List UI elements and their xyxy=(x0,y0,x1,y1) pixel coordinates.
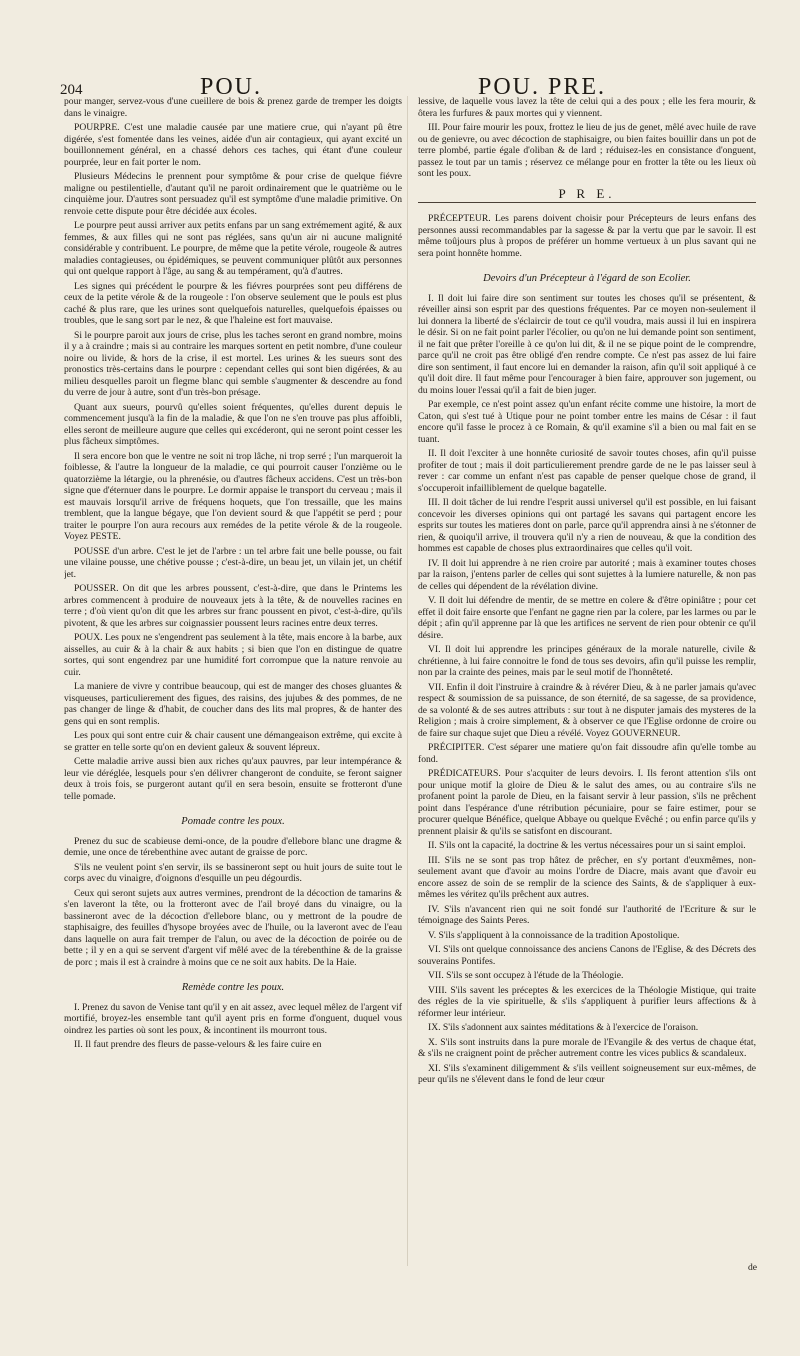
paragraph: Ceux qui seront sujets aux autres vermines, prendront de la décoction de tamarins & s'en laveront la tête, ou la frotteront avec de l'ail broyé dans du vinaigre, ou la bassineront avec de la décoction d'ellebore blanc, ou y mettront de la poudre de staphisaigre, des feuilles d'hysope broyées avec de l'huile, ou la laveront avec de l'eau dans laquelle on aura fait tremper de l'alun, ou avec de la décoction de poirée ou de bette ; il y en a qui se servent d'argent vif mêlé avec de la térebenthine & de la graisse de porc ; mais il est à craindre à moins que ce ne soit aux habits. De la Haie. xyxy=(64,887,402,968)
paragraph: VIII. S'ils savent les préceptes & les exercices de la Théologie Mistique, qui traite des régles de la vie spirituelle, & s'ils s'appliquent à purifier leurs affections & à réformer leur intérieur. xyxy=(418,984,756,1019)
paragraph: PRÉCIPITER. C'est séparer une matiere qu'on fait dissoudre afin qu'elle tombe au fond. xyxy=(418,742,756,765)
left-column xyxy=(64,96,402,1268)
paragraph: I. Prenez du savon de Venise tant qu'il y en ait assez, avec lequel mêlez de l'argent vif mortifié, broyez-les ensemble tant qu'il ayent pris en forme d'onguent, duquel vous oindrez les parties où sont les poux, & incontinent ils mourront tous. xyxy=(64,1001,402,1036)
paragraph: IV. Il doit lui apprendre à ne rien croire par autorité ; mais à examiner toutes choses par la raison, j'entens parler de celles qui sont sujettes à la lumiere naturelle, & non pas de celles qui dépendent de la révélation divine. xyxy=(418,557,756,592)
right-column xyxy=(418,96,756,1268)
column-gutter xyxy=(407,96,408,1266)
paragraph: Par exemple, ce n'est point assez qu'un enfant récite comme une histoire, la mort de Caton, qui s'est tué à Utique pour ne point tomber entre les mains de César : il faut encore qu'il fasse le procez à ce Romain, & qu'il examine s'il a bien ou mal fait en se tuant. xyxy=(418,399,756,445)
paragraph: lessive, de laquelle vous lavez la tête de celui qui a des poux ; elle les fera mourir, & ôtera les furfures & paux mortes qui y viennent. xyxy=(418,96,756,119)
paragraph: Plusieurs Médecins le prennent pour symptôme & pour crise de quelque fiévre maligne ou pestilentielle, d'autant qu'il ne paroit ordinairement que le quatrième ou le cinquième jour. D'autres sont persuadez qu'il est symptôme d'une maladie primitive. On renvoie cette dispute pour être décidée aux écoles. xyxy=(64,171,402,217)
paragraph: V. Il doit lui défendre de mentir, de se mettre en colere & d'être opiniâtre ; pour cet effet il doit faire ensorte que l'enfant ne gagne rien par la colere, par les larmes ou par le dépit ; afin qu'il apprenne par là que les artifices ne servent de rien pour obtenir ce qu'il désire. xyxy=(418,595,756,641)
paragraph: VI. Il doit lui apprendre les principes généraux de la morale naturelle, civile & chrétienne, à lui faire connoitre le fond de tous ses devoirs, afin qu'il puisse les remplir, non par la crainte des peines, mais par le seul motif de l'honnêteté. xyxy=(418,644,756,678)
paragraph: IX. S'ils s'adonnent aux saintes méditations & à l'exercice de l'oraison. xyxy=(428,1022,699,1033)
paragraph: II. Il doit l'exciter à une honnête curiosité de savoir toutes choses, afin qu'il puisse profiter de tout ; mais il doit particulierement prendre garde de ne le pas laisser seul à rever : car comme un enfant n'est pas capable de penser quelque chose de grand, il s'occuperoit infailliblement de quelque bagatelle. xyxy=(418,448,756,494)
page-number: 204 xyxy=(60,82,83,98)
paragraph: La maniere de vivre y contribue beaucoup, qui est de manger des choses gluantes & visqueuses, particulierement des figues, des raisins, des jujubes & des pommes, de ne pas changer de linge & d'habit, de coucher dans des lits mal propres, & de hanter des gens qui en sont remplis. xyxy=(64,681,402,727)
paragraph: Si le pourpre paroit aux jours de crise, plus les taches seront en grand nombre, moins il y a à craindre ; mais si au contraire les marques sortent en petit nombre, d'une couleur noire ou livide, & hors de la crise, il est mortel. Les urines & les sueurs sont des pronostics très-certains dans le pourpre : cependant celles qui sont bien digérées, & au milieu desquelles paroit un flegme blanc qui semble s'augmenter & descendre au fond du verre de jour à autre, sont d'un très-bon présage. xyxy=(64,329,402,398)
paragraph: Le pourpre peut aussi arriver aux petits enfans par un sang extrémement agité, & aux femmes, & aux filles qui ne sont pas réglées, sans qu'un air ni aucune malignité considérable y contribuent. Le pourpre, de même que la petite vérole, rougeole & autres maladies contagieuses, ou épidémiques, se peuvent communiquer plûtôt aux personnes qui ont quelque rapport à l'âge, au sang & au tempérament, qu'à d'autres. xyxy=(64,220,402,277)
paragraph: III. Pour faire mourir les poux, frottez le lieu de jus de genet, mêlé avec huile de rave ou de genievre, ou avec décoction de staphisaigre, ou bien faites bouillir dans un pot de terre plombé, partie égale d'oliban & de lard ; réduisez-les en consistance d'onguent, passez le tout par un tamis ; réservez ce mélange pour en frotter la tête ou les lieux où sont les poux. xyxy=(418,122,756,179)
section-heading: Remède contre les poux. xyxy=(181,982,285,993)
paragraph: pour manger, servez-vous d'une cueillere de bois & prenez garde de tremper les doigts dans le vinaigre. xyxy=(64,96,402,119)
paragraph: III. S'ils ne se sont pas trop hâtez de prêcher, en s'y portant d'euxmêmes, non-seulement avant que d'avoir au moins l'ordre de Diacre, mais avant que d'avoir eu encore assez de soin de se remplir de la science des Saints, & de s'appliquer à eux-mêmes les véritez qu'ils prêchent aux autres. xyxy=(418,854,756,900)
paragraph: VI. S'ils ont quelque connoissance des anciens Canons de l'Eglise, & des Décrets des souverains Pontifes. xyxy=(418,944,756,967)
paragraph: III. Il doit tâcher de lui rendre l'esprit aussi universel qu'il est possible, en lui faisant concevoir les diverses opinions qui ont partagé les savans qui partagent encore les esprits sur toutes les matieres dont on parle, parce qu'il apprendra ainsi à ne s'étonner de rien, & quoiqu'il arrive, il trouvera qu'il n'y a rien de nouveau, & que la condition des hommes est capable de choses plus extraordinaires que celles qu'il voit. xyxy=(418,497,756,554)
paragraph: PRÉCEPTEUR. Les parens doivent choisir pour Précepteurs de leurs enfans des personnes aussi recommandables par la sagesse & par la vertu que par le savoir. Il est même toûjours plus à propos de préférer un homme vertueux à un plus savant qui ne sera point honnête homme. xyxy=(418,213,756,259)
paragraph: X. S'ils sont instruits dans la pure morale de l'Evangile & des vertus de chaque état, & s'ils ne craignent point de prêcher autrement contre les vices publics & scandaleux. xyxy=(418,1036,756,1059)
section-heading: Devoirs d'un Précepteur à l'égard de son Ecolier. xyxy=(483,273,691,284)
right-running-title: POU. PRE. xyxy=(478,74,607,100)
paragraph: VII. S'ils se sont occupez à l'étude de la Théologie. xyxy=(428,970,624,981)
paragraph: POUSSE d'un arbre. C'est le jet de l'arbre : un tel arbre fait une belle pousse, ou fait une vilaine pousse, une chétive pousse ; c'est-à-dire, un beau jet, un vilain jet, un chétif jet. xyxy=(64,545,402,580)
paragraph: S'ils ne veulent point s'en servir, ils se bassineront sept ou huit jours de suite tout le corps avec du vinaigre, d'oignons d'esquille un peu dégourdis. xyxy=(64,861,402,884)
section-heading: P R E. xyxy=(418,188,756,204)
paragraph: VII. Enfin il doit l'instruire à craindre & à révérer Dieu, & à ne parler jamais qu'avec respect & soumission de sa puissance, de son éternité, de sa sagesse, de sa providence, de sa volonté & de ses autres attributs : sur tout à ne disputer jamais des mysteres de la Religion ; mais à croire simplement, & à observer ce que l'Eglise ordonne de croire ou de faire sur chaque sujet que Dieu a révélé. Voyez GOUVERNEUR. xyxy=(418,681,756,739)
paragraph: PRÉDICATEURS. Pour s'acquiter de leurs devoirs. I. Ils feront attention s'ils ont pour unique motif la gloire de Dieu & le salut des ames, ou au contraire s'ils ne profanent point la parole de Dieu, en la faisant servir à leur passion, s'ils ne prêchent point dans l'espérance d'une rétribution pécuniaire, pour se faire estimer, pour se procurer quelque Bénéfice, quelque Abbaye ou quelque Evêché ; ou enfin parce qu'ils y prennent plaisir & qu'ils se satisfont en discourant. xyxy=(418,768,756,837)
paragraph: I. Il doit lui faire dire son sentiment sur toutes les choses qu'il se présentent, & réveiller ainsi son esprit par des questions fréquentes. Par ce moyen non-seulement il lui donnera la liberté de s'éclaircir de tout ce qu'il voudra, mais aussi il lui en inspirera le désir. Si on ne fait point parler l'écolier, ou qu'on ne lui demande point son sentiment, il ne fait que prêter l'oreille à ce qu'on lui dit, & il ne se pique point de le comprendre, parce qu'il ne croit pas être obligé d'en rendre compte. Ce n'est pas assez de lui faire dire son sentiment, il faut encore lui en demander la raison, afin qu'il soit appliqué à ce qu'il doit dire. Il faut même pour l'encourager à bien faire, approuver son jugement, ou du moins louer l'essai qu'il a fait de bien juger. xyxy=(418,292,756,396)
paragraph: POUX. Les poux ne s'engendrent pas seulement à la tête, mais encore à la barbe, aux aisselles, au cuir & à la chair & aux habits ; si bien que l'on en distingue de quatre sortes, qui sont engendrez par une humidité fort corrompue que la nature renvoie au cuir. xyxy=(64,632,402,678)
paragraph: IV. S'ils n'avancent rien qui ne soit fondé sur l'authorité de l'Ecriture & sur le témoignage des Saints Peres. xyxy=(418,903,756,926)
paragraph: Les poux qui sont entre cuir & chair causent une démangeaison extrême, qui excite à se gratter en telle sorte qu'on en devient galeux & souvent lépreux. xyxy=(64,730,402,753)
paragraph: Les signes qui précédent le pourpre & les fiévres pourprées sont peu différens de ceux de la petite vérole & de la rougeole : l'on observe seulement que le pouls est plus caché & plus rare, que les urines sont quelquefois naturelles, quelquefois épaisses ou troubles, que le sang sort par le nez, & que l'haleine est fort mauvaise. xyxy=(64,280,402,326)
paragraph: POURPRE. C'est une maladie causée par une matiere crue, qui n'ayant pû être digérée, s'est fomentée dans les veines, aidée d'un air contagieux, qui ayant excité un bouillonnement général, en a chassé dehors ces taches, qui étant d'une couleur pourprée, leur en fait porter le nom. xyxy=(64,122,402,168)
paragraph: POUSSER. On dit que les arbres poussent, c'est-à-dire, que dans le Printems les arbres commencent à produire de nouveaux jets à la tête, & de nouvelles racines en terre ; d'où vient qu'on dit que les arbres sur franc poussent en pivot, c'est-à-dire, qu'ils pivotent, & que les arbres sur coignassier poussent leurs racines entre deux terres. xyxy=(64,583,402,629)
left-running-title: POU. xyxy=(200,74,263,100)
paragraph: XI. S'ils s'examinent diligemment & s'ils veillent soigneusement sur eux-mêmes, de peur qu'ils ne s'élevent dans le fond de leur cœur xyxy=(418,1062,756,1085)
paragraph: Cette maladie arrive aussi bien aux riches qu'aux pauvres, par leur intempérance & leur vie déréglée, lesquels pour s'en délivrer changeront de conduite, se feront saigner deux à trois fois, se purgeront autant qu'il en sera besoin, ensuite se frotteront d'une telle pomade. xyxy=(64,756,402,802)
paragraph: Prenez du suc de scabieuse demi-once, de la poudre d'ellebore blanc une dragme & demie, une once de térebenthine avec autant de graisse de porc. xyxy=(64,835,402,858)
paragraph: II. Il faut prendre des fleurs de passe-velours & les faire cuire en xyxy=(74,1039,322,1050)
paragraph: Quant aux sueurs, pourvû qu'elles soient fréquentes, qu'elles durent depuis le commencement jusqu'à la fin de la maladie, & que l'on ne s'en trouve pas plus affoibli, elles seront de meilleure augure que celles qui excéderont, qui ne seront point cesser les plus fâcheux simptômes. xyxy=(64,401,402,447)
section-heading: Pomade contre les poux. xyxy=(181,816,285,827)
paragraph: II. S'ils ont la capacité, la doctrine & les vertus nécessaires pour un si saint emploi. xyxy=(428,840,746,851)
catchword: de xyxy=(748,1262,758,1273)
paragraph: V. S'ils s'appliquent à la connoissance de la tradition Apostolique. xyxy=(428,929,680,941)
paragraph: Il sera encore bon que le ventre ne soit ni trop lâche, ni trop serré ; l'un marqueroit la foiblesse, & l'autre la longueur de la maladie, ce qui pourroit causer l'onzième ou le quatorzième la létargie, ou la phrenésie, ou d'autres fâcheux accidens. C'est un très-bon signe que d'éternuer dans le pourpre. Le dormir appaise le transport du cerveau ; mais il est mauvais lorsqu'il arrive de fréquens hoquets, que l'on tressaille, que les mains tremblent, que la langue bégaye, que l'on devient sourd & que l'appétit se perd ; pour traiter le pourpre l'on aura recours aux remédes de la petite vérole & de la rougeole. Voyez PESTE. xyxy=(64,450,402,542)
